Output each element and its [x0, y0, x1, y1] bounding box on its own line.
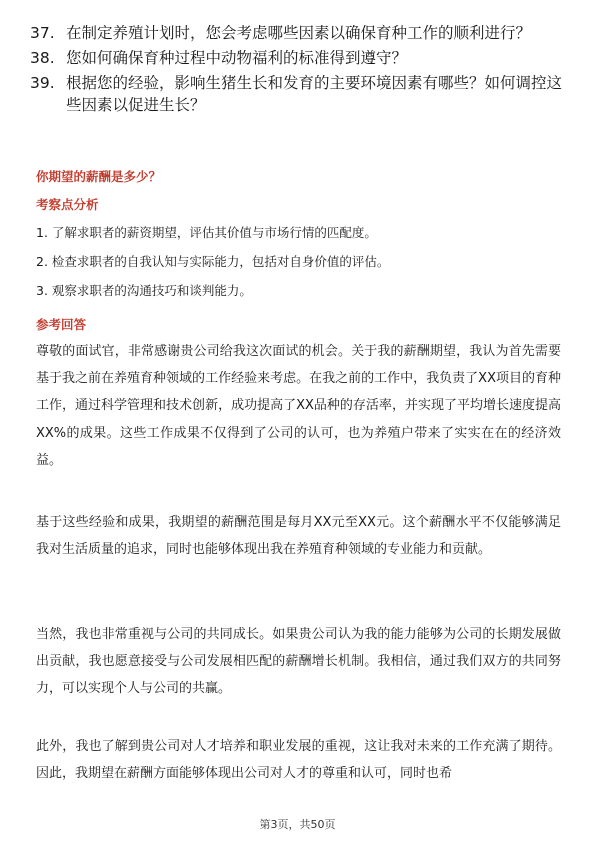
answer-paragraph — [36, 621, 561, 703]
question-list — [30, 22, 565, 119]
question-text: 根据您的经验，影响生猪生长和发育的主要环境因素有哪些？如何调控这些因素以促进生长？ — [66, 74, 563, 114]
question-number: 39. — [30, 74, 55, 92]
salary-question-heading: 你期望的薪酬是多少？ — [36, 169, 162, 184]
analysis-point: 2. 检查求职者的自我认知与实际能力，包括对自身价值的评估。 — [36, 254, 390, 269]
answer-paragraph — [36, 338, 561, 474]
answer-heading: 参考回答 — [36, 317, 87, 332]
question-number: 38. — [30, 49, 55, 67]
analysis-point: 1. 了解求职者的薪资期望，评估其价值与市场行情的匹配度。 — [36, 225, 377, 240]
question-text: 在制定养殖计划时，您会考虑哪些因素以确保育种工作的顺利进行？ — [66, 24, 532, 42]
answer-paragraph-text: 尊敬的面试官，非常感谢贵公司给我这次面试的机会。关于我的薪酬期望，我认为首先需要基于我之前在养殖育种领域的工作经验来考虑。在我之前的工作中，我负责了XX项目的育种工作，通过科学管理和技术创新，成功提高了XX品种的存活率，并实现了平均增长速度提高XX%的成果。这些工作成果不仅得到了公司的认可，也为养殖户带来了实实在在的经济效益。 — [36, 344, 561, 468]
analysis-heading: 考察点分析 — [36, 197, 99, 212]
analysis-point: 3. 观察求职者的沟通技巧和谈判能力。 — [36, 283, 252, 298]
page-footer: 第3页，共50页 — [259, 818, 336, 831]
question-item — [30, 22, 565, 44]
question-item — [30, 72, 565, 116]
answer-paragraph — [36, 733, 561, 787]
answer-paragraph-text: 当然，我也非常重视与公司的共同成长。如果贵公司认为我的能力能够为公司的长期发展做出贡献，我也愿意接受与公司发展相匹配的薪酬增长机制。我相信，通过我们双方的共同努力，可以实现个人与公司的共赢。 — [36, 627, 561, 697]
answer-paragraph-text: 基于这些经验和成果，我期望的薪酬范围是每月XX元至XX元。这个薪酬水平不仅能够满足我对生活质量的追求，同时也能够体现出我在养殖育种领域的专业能力和贡献。 — [36, 515, 561, 558]
answer-paragraph-text: 此外，我也了解到贵公司对人才培养和职业发展的重视，这让我对未来的工作充满了期待。因此，我期望在薪酬方面能够体现出公司对人才的尊重和认可，同时也希 — [36, 739, 561, 782]
question-number: 37. — [30, 24, 55, 42]
answer-paragraph — [36, 509, 561, 563]
question-text: 您如何确保育种过程中动物福利的标准得到遵守？ — [66, 49, 408, 67]
question-item — [30, 47, 565, 69]
